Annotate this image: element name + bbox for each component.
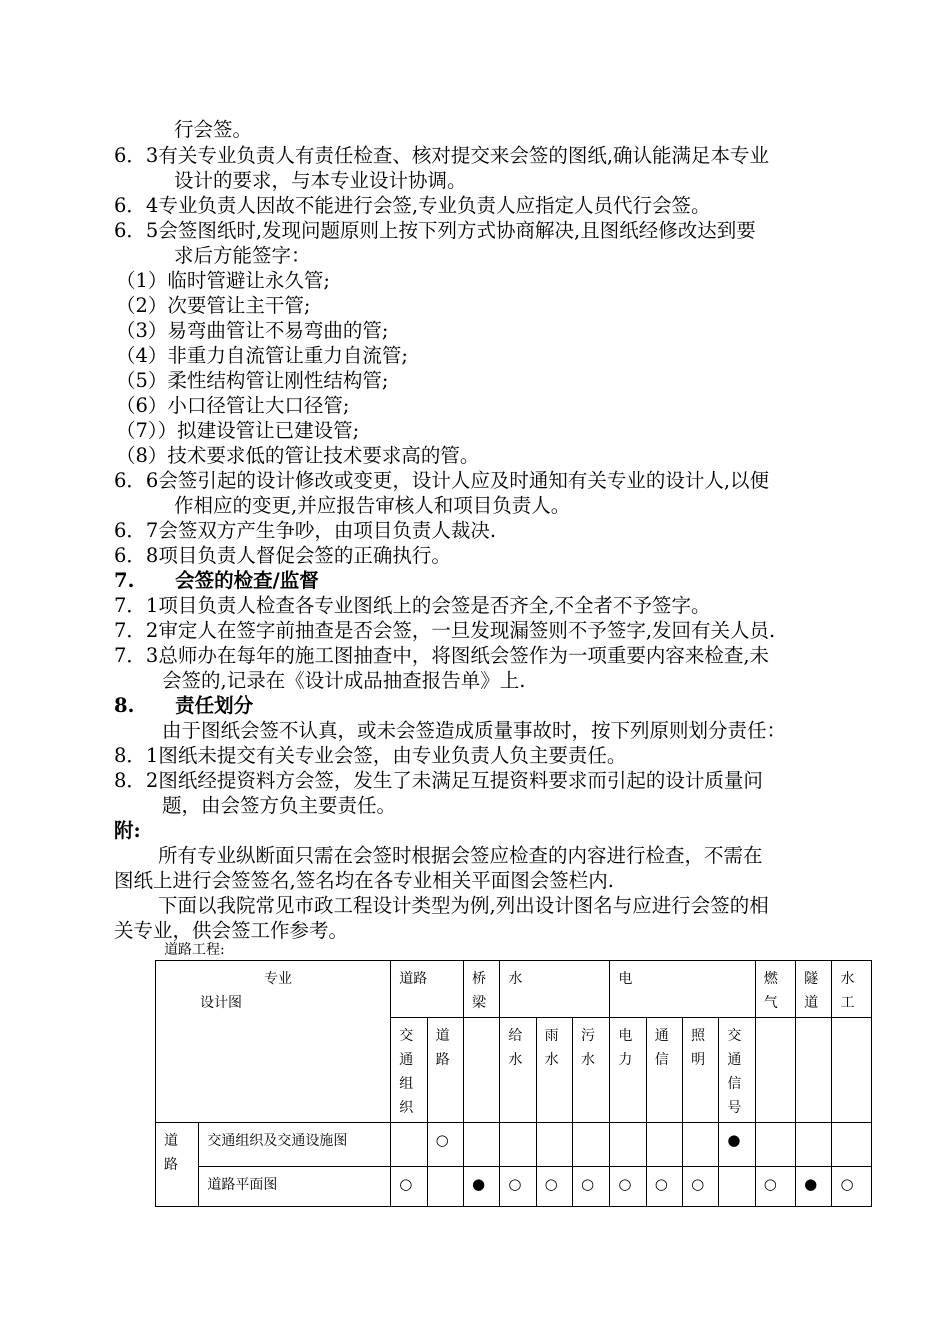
corner-drawing-label: 设计图 (200, 995, 242, 1011)
list-item: （2）次要管让主干管; (116, 294, 311, 317)
group-label: 电 (618, 971, 633, 987)
text-line: 作相应的变更,并应报告审核人和项目负责人。 (174, 494, 571, 517)
list-item: （6）小口径管让大口径管; (116, 394, 350, 417)
group-label: 水 (508, 971, 523, 987)
group-label: 水工 (840, 971, 855, 1011)
sub-header (536, 1018, 572, 1123)
group-header-water (500, 961, 610, 1018)
mark-cell (536, 1167, 572, 1207)
paragraph-line: 关专业，供会签工作参考。 (114, 919, 349, 942)
paragraph-line: 下面以我院常见市政工程设计类型为例,列出设计图名与应进行会签的相 (158, 894, 769, 917)
sub-header (391, 1018, 427, 1123)
cosign-mark: ○ (763, 1175, 777, 1193)
clause-6-5: 6．5会签图纸时,发现问题原则上按下列方式协商解决,且图纸经修改达到要 (114, 219, 756, 242)
sub-header (427, 1018, 463, 1123)
sub-label: 照明 (691, 1028, 706, 1068)
group-label: 燃气 (763, 971, 778, 1011)
sub-label: 交通组织 (399, 1028, 414, 1116)
mark-cell (463, 1123, 499, 1167)
sub-label: 道路 (435, 1028, 450, 1068)
clause-6-6: 6．6会签引起的设计修改或变更，设计人应及时通知有关专业的设计人,以便 (114, 469, 770, 492)
group-header-bridge (463, 961, 499, 1018)
cosign-mark: ● (727, 1131, 741, 1149)
mark-cell (500, 1167, 536, 1207)
group-header-tunnel (796, 961, 832, 1018)
mark-cell (796, 1167, 832, 1207)
drawing-name: 道路平面图 (207, 1177, 278, 1193)
clause-7-2: 7．2审定人在签字前抽查是否会签，一旦发现漏签则不予签字,发回有关人员. (114, 619, 776, 642)
group-label: 道路 (399, 971, 428, 987)
group-label: 隧道 (804, 971, 819, 1011)
mark-cell (719, 1123, 755, 1167)
cosign-mark: ○ (581, 1175, 595, 1193)
list-item: （4）非重力自流管让重力自流管; (116, 344, 408, 367)
sub-header (719, 1018, 755, 1123)
text-line: 求后方能签字： (174, 244, 311, 267)
mark-cell (500, 1123, 536, 1167)
clause-7-3: 7．3总师办在每年的施工图抽查中，将图纸会签作为一项重要内容来检查,未 (114, 644, 770, 667)
group-label: 桥梁 (471, 971, 486, 1011)
mark-cell (573, 1167, 610, 1207)
sub-label: 污水 (581, 1028, 596, 1068)
mark-cell (719, 1167, 755, 1207)
sub-label: 给水 (508, 1028, 523, 1068)
row-group-cell (156, 1123, 199, 1207)
drawing-name-cell (199, 1167, 391, 1207)
clause-6-7: 6．7会签双方产生争吵，由项目负责人裁决. (114, 519, 497, 542)
sub-label: 交通信号 (727, 1028, 742, 1116)
text-line: 会签的,记录在《设计成品抽查报告单》上. (162, 669, 526, 692)
clause-6-8: 6．8项目负责人督促会签的正确执行。 (114, 544, 451, 567)
mark-cell (427, 1123, 463, 1167)
drawing-name-cell (199, 1123, 391, 1167)
mark-cell (646, 1123, 682, 1167)
drawing-name: 交通组织及交通设施图 (207, 1133, 348, 1149)
cosign-mark: ○ (508, 1175, 522, 1193)
text-line: 设计的要求，与本专业设计协调。 (174, 169, 467, 192)
group-header-gas (755, 961, 795, 1018)
section-8-heading: 8. 责任划分 (114, 694, 254, 717)
mark-cell (573, 1123, 610, 1167)
clause-7-1: 7．1项目负责人检查各专业图纸上的会签是否齐全,不全者不予签字。 (114, 594, 711, 617)
cosign-mark: ● (804, 1175, 818, 1193)
sub-header (646, 1018, 682, 1123)
cosign-mark: ○ (654, 1175, 668, 1193)
clause-8-1: 8．1图纸未提交有关专业会签，由专业负责人负主要责任。 (114, 744, 627, 767)
cosign-table (155, 960, 872, 1207)
mark-cell (391, 1167, 427, 1207)
mark-cell (683, 1167, 719, 1207)
clause-6-3: 6．3有关专业负责人有责任检查、核对提交来会签的图纸,确认能满足本专业 (114, 144, 770, 167)
sub-header-empty (463, 1018, 499, 1123)
mark-cell (391, 1123, 427, 1167)
mark-cell (463, 1167, 499, 1207)
cosign-mark: ○ (691, 1175, 705, 1193)
list-item: （8）技术要求低的管让技术要求高的管。 (116, 444, 480, 467)
section-7-heading: 7. 会签的检查/监督 (114, 569, 319, 592)
cosign-mark: ○ (544, 1175, 558, 1193)
clause-8-2: 8．2图纸经提资料方会签，发生了未满足互提资料要求而引起的设计质量问 (114, 769, 763, 792)
mark-cell (832, 1167, 872, 1207)
mark-cell (610, 1167, 646, 1207)
clause-6-4: 6．4专业负责人因故不能进行会签,专业负责人应指定人员代行会签。 (114, 194, 711, 217)
list-item: （3）易弯曲管让不易弯曲的管; (116, 319, 389, 342)
row-group-label: 道路 (164, 1133, 178, 1173)
group-header-electric (610, 961, 755, 1018)
sub-header (573, 1018, 610, 1123)
mark-cell (610, 1123, 646, 1167)
cosign-mark: ○ (435, 1131, 449, 1149)
cosign-mark: ○ (399, 1175, 413, 1193)
sub-header-empty (832, 1018, 872, 1123)
sub-header (610, 1018, 646, 1123)
group-header-hydraulic (832, 961, 872, 1018)
mark-cell (683, 1123, 719, 1167)
mark-cell (832, 1123, 872, 1167)
text-line: 题，由会签方负主要责任。 (162, 794, 397, 817)
sub-header-empty (755, 1018, 795, 1123)
mark-cell (646, 1167, 682, 1207)
sub-header-empty (796, 1018, 832, 1123)
sub-header (500, 1018, 536, 1123)
sub-label: 通信 (654, 1028, 669, 1068)
cosign-mark: ○ (840, 1175, 854, 1193)
paragraph-line: 所有专业纵断面只需在会签时根据会签应检查的内容进行检查，不需在 (158, 844, 763, 867)
list-item: （7））拟建设管让已建设管; (116, 419, 360, 442)
table-caption: 道路工程: (164, 942, 225, 958)
sub-header (683, 1018, 719, 1123)
group-header-road (391, 961, 464, 1018)
sub-label: 雨水 (544, 1028, 559, 1068)
list-item: （1）临时管避让永久管; (116, 269, 330, 292)
corner-header-cell (156, 961, 391, 1123)
mark-cell (755, 1123, 795, 1167)
mark-cell (796, 1123, 832, 1167)
cosign-mark: ○ (618, 1175, 632, 1193)
mark-cell (755, 1167, 795, 1207)
list-item: （5）柔性结构管让刚性结构管; (116, 369, 389, 392)
text-line: 由于图纸会签不认真，或未会签造成质量事故时，按下列原则划分责任： (162, 719, 787, 742)
mark-cell (536, 1123, 572, 1167)
text-line: 行会签。 (174, 118, 253, 141)
corner-major-label: 专业 (264, 971, 292, 987)
cosign-mark: ● (471, 1175, 486, 1193)
sub-label: 电力 (618, 1028, 633, 1068)
appendix-label: 附: (114, 819, 141, 842)
paragraph-line: 图纸上进行会签签名,签名均在各专业相关平面图会签栏内. (114, 869, 614, 892)
mark-cell (427, 1167, 463, 1207)
